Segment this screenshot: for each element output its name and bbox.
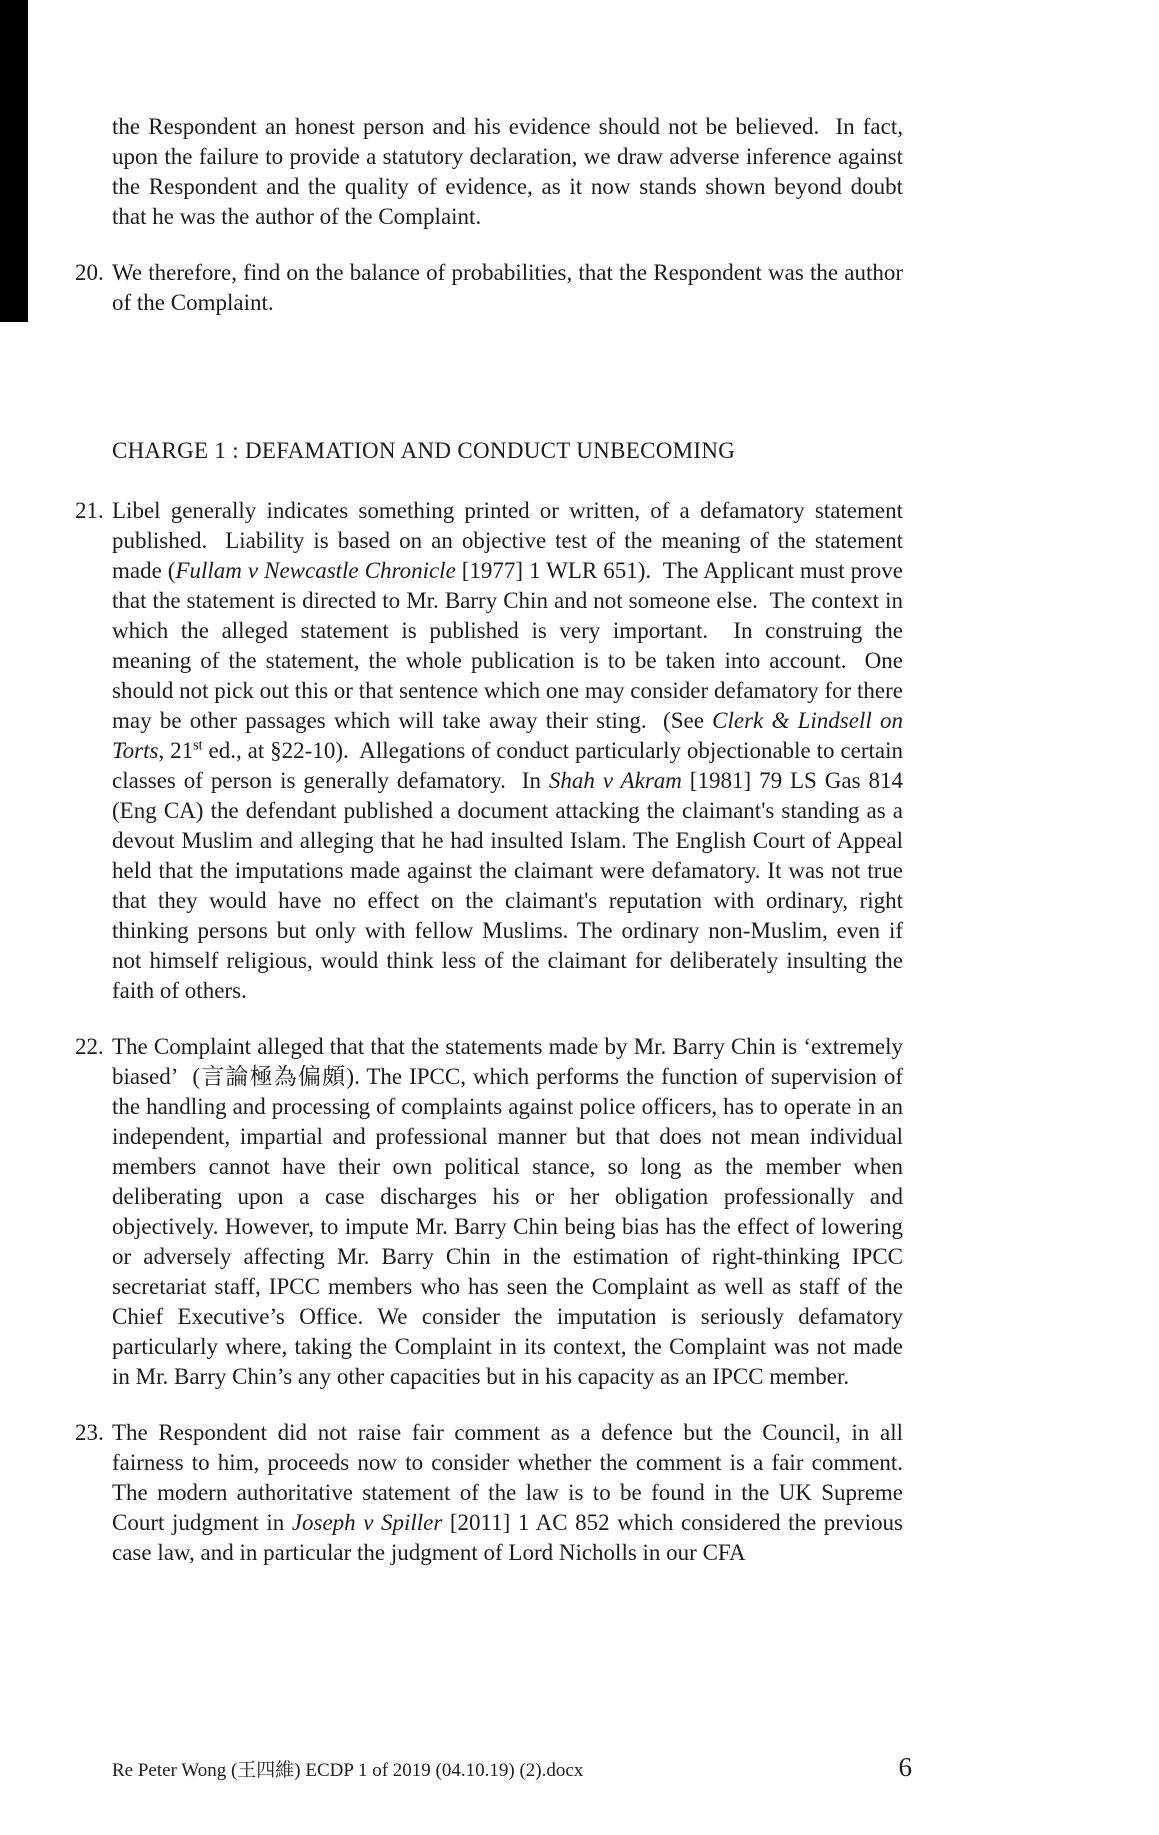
paragraph-text: Libel generally indicates something printed or written, of a defamatory statement published. Liability is based on an objective test of the meaning of the statement made (Fullam v Newcastle Chronicle [1977] 1 WLR 651). The Applicant must prove that the statement is directed to Mr. Barry Chin and not someone else. The context in which the alleged statement is published is very important. In construing the meaning of the statement, the whole publication is to be taken into account. One should not pick out this or that sentence which one may consider defamatory for there may be other passages which will take away their sting. (See Clerk & Lindsell on Torts, 21st ed., at §22-10). Allegations of conduct particularly objectionable to certain classes of person is generally defamatory. In Shah v Akram [1981] 79 LS Gas 814 (Eng CA) the defendant published a document attacking the claimant's standing as a devout Muslim and alleging that he had insulted Islam. The English Court of Appeal held that the imputations made against the claimant were defamatory. It was not true that they would have no effect on the claimant's reputation with ordinary, right thinking persons but only with fellow Muslims. The ordinary non-Muslim, even if not himself religious, would think less of the claimant for deliberately insulting the faith of others. (112, 498, 904, 1003)
paragraph-number: 22. (75, 1034, 104, 1059)
paragraph (75, 1418, 903, 1568)
section-heading: CHARGE 1 : DEFAMATION AND CONDUCT UNBECOMING (112, 438, 736, 463)
footer-filename: Re Peter Wong (王四維) ECDP 1 of 2019 (04.10.19) (2).docx (112, 1760, 584, 1781)
paragraph-number (75, 112, 112, 232)
paragraph-text: The Complaint alleged that that the statements made by Mr. Barry Chin is ‘extremely biased’ (言論極為偏頗). The IPCC, which performs the function of supervision of the handling and processing of complaints against police officers, has to operate in an independent, impartial and professional manner but that does not mean individual members cannot have their own political stance, so long as the member when deliberating upon a case discharges his or her obligation professionally and objectively. However, to impute Mr. Barry Chin being bias has the effect of lowering or adversely affecting Mr. Barry Chin in the estimation of right-thinking IPCC secretariat staff, IPCC members who has seen the Complaint as well as staff of the Chief Executive’s Office. We consider the imputation is seriously defamatory particularly where, taking the Complaint in its context, the Complaint was not made in Mr. Barry Chin’s any other capacities but in his capacity as an IPCC member. (112, 1034, 903, 1389)
paragraph-text: The Respondent did not raise fair comment as a defence but the Council, in all fairness to him, proceeds now to consider whether the comment is a fair comment. The modern authoritative statement of the law is to be found in the UK Supreme Court judgment in Joseph v Spiller [2011] 1 AC 852 which considered the previous case law, and in particular the judgment of Lord Nicholls in our CFA (112, 1420, 904, 1565)
paragraph-number: 21. (75, 498, 104, 523)
paragraph-text: the Respondent an honest person and his evidence should not be believed. In fact, upon the failure to provide a statutory declaration, we draw adverse inference against the Respondent and the quality of evidence, as it now stands shown beyond doubt that he was the author of the Complaint. (112, 114, 903, 229)
paragraph-number: 23. (75, 1420, 104, 1445)
paragraph (75, 112, 903, 232)
page-footer (112, 1752, 912, 1783)
paragraph (75, 496, 903, 1006)
document-content (75, 112, 903, 1568)
paragraph (75, 1032, 903, 1392)
footer-page-number: 6 (898, 1752, 912, 1782)
paragraph (75, 258, 903, 318)
paragraph-text: We therefore, find on the balance of probabilities, that the Respondent was the author of the Complaint. (112, 260, 903, 315)
paragraph-number: 20. (75, 260, 104, 285)
scan-artifact-black-bar (0, 0, 28, 322)
